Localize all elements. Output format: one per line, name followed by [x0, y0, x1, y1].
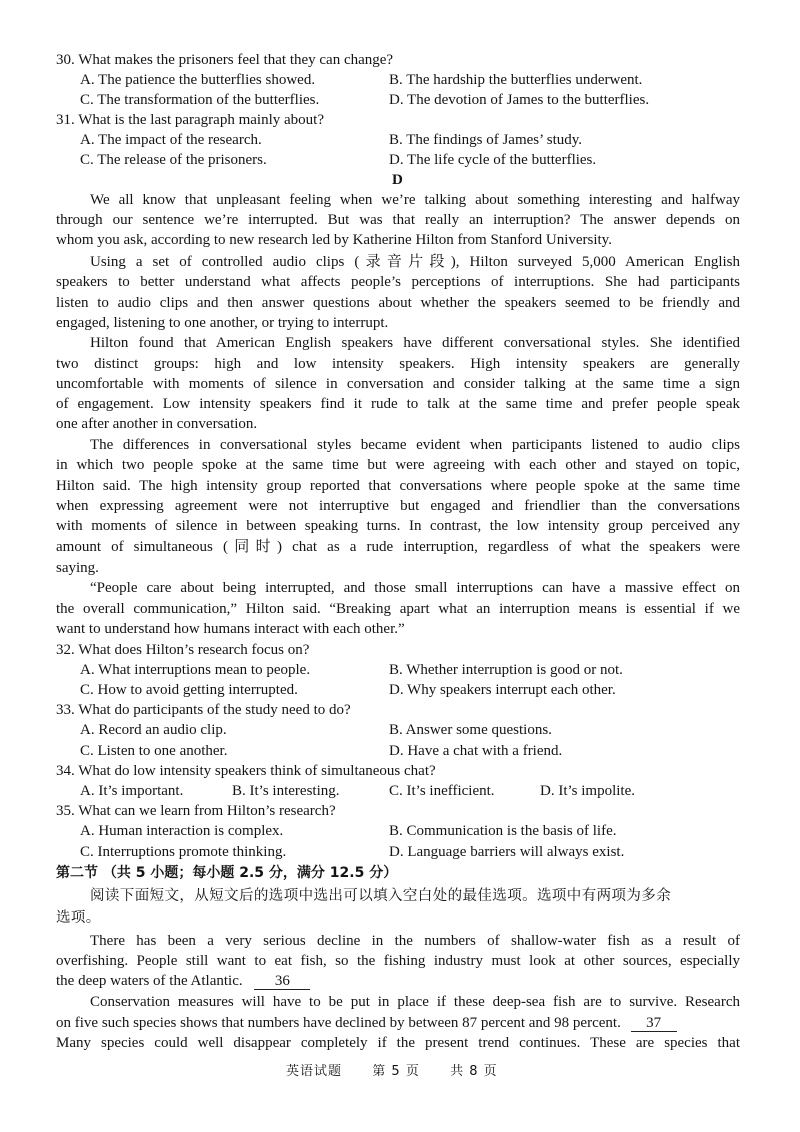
q34-option-b: B. It’s interesting.	[232, 783, 340, 799]
q32-option-d: D. Why speakers interrupt each other.	[389, 682, 616, 698]
passage-d-p5-line: “People care about being interrupted, and those small interruptions can have a massive effect on	[90, 580, 740, 596]
passage-2-p2-line: Conservation measures will have to be put in place if these deep-sea fish are to survive. Research	[90, 994, 740, 1010]
q33-option-b: B. Answer some questions.	[389, 722, 552, 738]
passage-d-p4-line: with moments of silence in between speaking turns. In contrast, the low intensity group perceived any	[56, 518, 740, 534]
section-2-instructions-cont: 选项。	[56, 910, 101, 926]
passage-d-p2-line: speakers to better understand what affects people’s perceptions of interruptions. She had participants	[56, 274, 740, 290]
footer-total-pages: 共 8 页	[450, 1064, 498, 1079]
q30-option-d: D. The devotion of James to the butterflies.	[389, 92, 650, 108]
q34-option-a: A. It’s important.	[80, 783, 184, 799]
passage-d-p2-line: Using a set of controlled audio clips (录音片段), Hilton surveyed 5,000 American English	[90, 254, 740, 270]
q35-stem: 35. What can we learn from Hilton’s research?	[56, 803, 336, 819]
q30-option-a: A. The patience the butterflies showed.	[80, 72, 316, 88]
passage-2-p1-text: the deep waters of the Atlantic.	[56, 973, 243, 989]
passage-d-p4-line: Hilton said. The high intensity group reported that conversations where people spoke at the same time	[56, 478, 740, 494]
q31-option-b: B. The findings of James’ study.	[389, 132, 583, 148]
q31-stem: 31. What is the last paragraph mainly about?	[56, 112, 324, 128]
passage-d-p4-line: The differences in conversational styles became evident when participants listened to audio clips	[90, 437, 740, 453]
q34-option-c: C. It’s inefficient.	[389, 783, 495, 799]
passage-d-p4-line: in which two people spoke at the same time but were agreeing with each other and stayed on topic,	[56, 457, 740, 473]
passage-2-p2-text: on five such species shows that numbers have declined by between 87 percent and 98 percent.	[56, 1015, 621, 1031]
q32-stem: 32. What does Hilton’s research focus on?	[56, 642, 310, 658]
q33-stem: 33. What do participants of the study need to do?	[56, 702, 351, 718]
passage-d-p5-line: the overall communication,” Hilton said. “Breaking apart what an interruption means is essential if we	[56, 601, 740, 617]
q35-option-a: A. Human interaction is complex.	[80, 823, 284, 839]
q32-option-b: B. Whether interruption is good or not.	[389, 662, 623, 678]
q32-option-a: A. What interruptions mean to people.	[80, 662, 311, 678]
passage-d-p4-line: amount of simultaneous (同时) chat as a rude interruption, regardless of what the speakers were	[56, 539, 740, 555]
footer-page-number: 第 5 页	[372, 1064, 420, 1079]
q30-option-b: B. The hardship the butterflies underwent.	[389, 72, 643, 88]
passage-d-p4-line: when expressing agreement were not interruptive but engaged and friendlier than the conversations	[56, 498, 740, 514]
q31-option-c: C. The release of the prisoners.	[80, 152, 267, 168]
blank-37[interactable]: 37	[631, 1015, 677, 1032]
passage-d-p2-line: engaged, listening to one another, or trying to interrupt.	[56, 315, 389, 331]
section-2-instructions: 阅读下面短文，从短文后的选项中选出可以填入空白处的最佳选项。选项中有两项为多余	[90, 888, 672, 904]
passage-d-p3-line: one after another in conversation.	[56, 416, 258, 432]
q33-option-a: A. Record an audio clip.	[80, 722, 227, 738]
blank-36[interactable]: 36	[254, 973, 310, 990]
q33-option-d: D. Have a chat with a friend.	[389, 743, 563, 759]
passage-2-p2-line	[56, 1013, 677, 1033]
passage-d-p2-line: listen to audio clips and then answer questions about whether the speakers seemed to be friendly and	[56, 295, 740, 311]
passage-d-heading: D	[392, 172, 403, 188]
q30-option-c: C. The transformation of the butterflies.	[80, 92, 320, 108]
footer-subject: 英语试题	[286, 1064, 343, 1079]
passage-d-p3-line: of engagement. Low intensity speakers find it rude to talk at the same time and prefer people speak	[56, 396, 740, 412]
q35-option-c: C. Interruptions promote thinking.	[80, 844, 287, 860]
passage-d-p4-line: saying.	[56, 560, 99, 576]
passage-2-p1-line	[56, 971, 310, 991]
q34-option-d: D. It’s impolite.	[540, 783, 635, 799]
q35-option-b: B. Communication is the basis of life.	[389, 823, 617, 839]
passage-d-p1-line: whom you ask, according to new research led by Katherine Hilton from Stanford University.	[56, 232, 612, 248]
passage-d-p5-line: want to understand how humans interact with each other.”	[56, 621, 405, 637]
passage-d-p3-line: uncomfortable with moments of silence in conversation and consider talking at the same time a sign	[56, 376, 740, 392]
q34-stem: 34. What do low intensity speakers think of simultaneous chat?	[56, 763, 436, 779]
passage-2-p1-line: overfishing. People still want to eat fish, so the fishing industry must look at other sources, especially	[56, 953, 740, 969]
q33-option-c: C. Listen to one another.	[80, 743, 228, 759]
passage-d-p1-line: We all know that unpleasant feeling when we’re talking about something interesting and halfway	[90, 192, 740, 208]
passage-d-p3-line: two distinct groups: high and low intensity speakers. High intensity speakers are generally	[56, 356, 740, 372]
q31-option-d: D. The life cycle of the butterflies.	[389, 152, 597, 168]
page-footer	[286, 1062, 498, 1082]
section-2-title: 第二节 （共 5 小题；每小题 2.5 分，满分 12.5 分）	[56, 865, 398, 881]
q30-stem: 30. What makes the prisoners feel that they can change?	[56, 52, 394, 68]
q31-option-a: A. The impact of the research.	[80, 132, 262, 148]
passage-2-p2-line: Many species could well disappear completely if the present trend continues. These are species that	[56, 1035, 740, 1051]
passage-d-p3-line: Hilton found that American English speakers have different conversational styles. She identified	[90, 335, 740, 351]
q35-option-d: D. Language barriers will always exist.	[389, 844, 625, 860]
passage-2-p1-line: There has been a very serious decline in the numbers of shallow-water fish as a result of	[90, 933, 740, 949]
q32-option-c: C. How to avoid getting interrupted.	[80, 682, 298, 698]
passage-d-p1-line: through our sentence we’re interrupted. But was that really an interruption? The answer depends on	[56, 212, 740, 228]
